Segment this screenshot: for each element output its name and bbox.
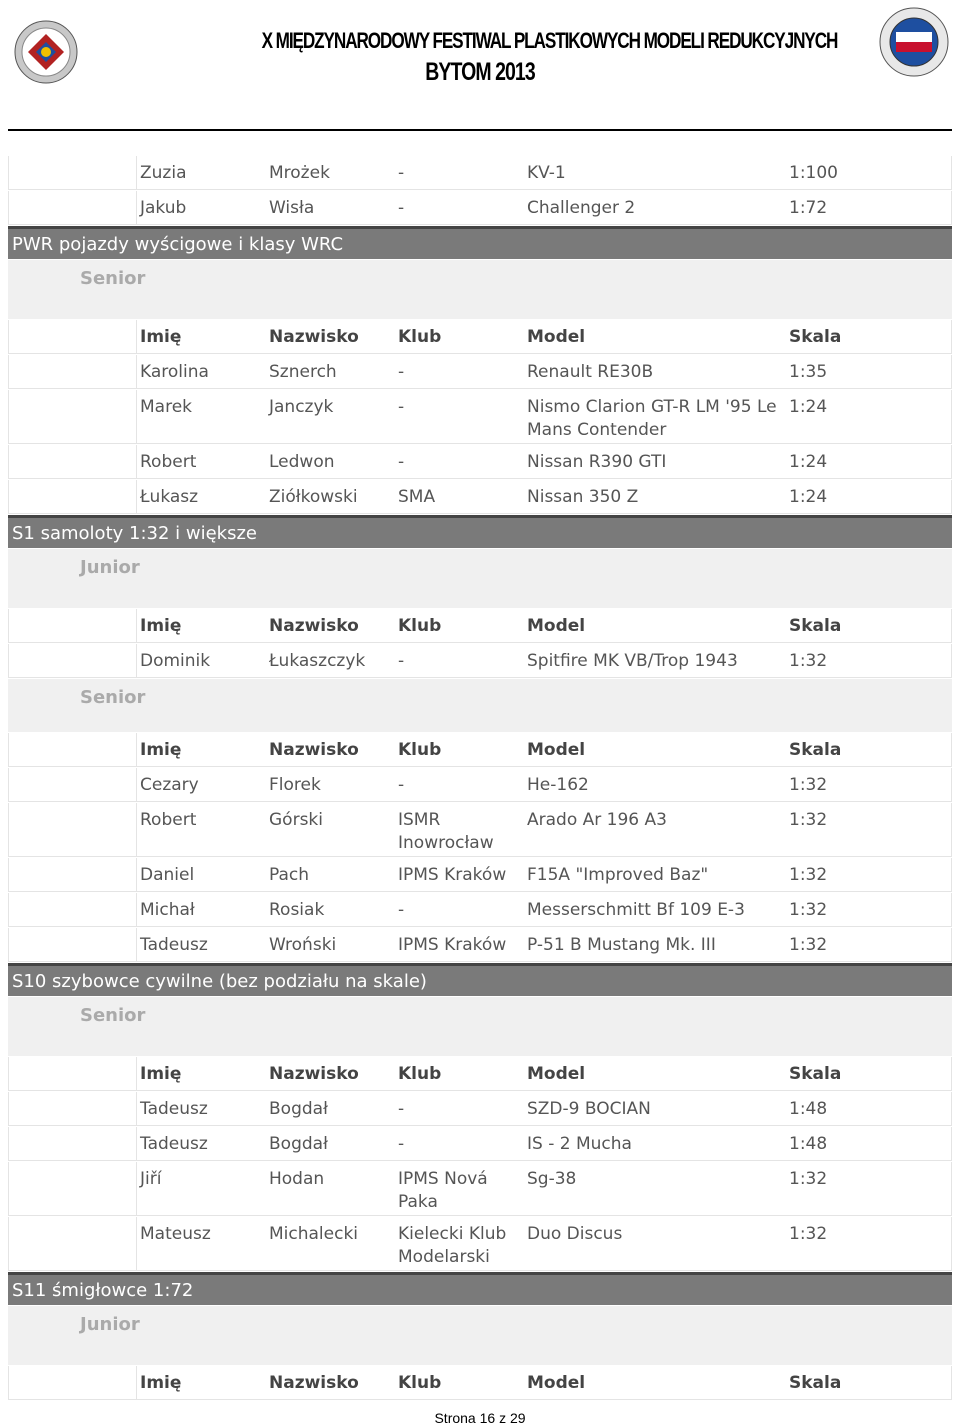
- table-cell: 1:32: [789, 900, 828, 920]
- column-header-row: [8, 609, 952, 644]
- row-indent: [8, 609, 136, 643]
- column-header-row: [8, 1057, 952, 1092]
- category-header: [8, 963, 952, 997]
- age-group-label: Senior: [80, 268, 146, 289]
- column-header: Klub: [398, 616, 442, 636]
- table-cell: IPMS Nová Paka: [398, 1169, 488, 1212]
- row-indent: [8, 191, 136, 225]
- table-cell: Tadeusz: [140, 1134, 208, 1154]
- column-header: Nazwisko: [269, 1373, 359, 1393]
- age-group-label: Junior: [80, 557, 140, 578]
- table-row: [8, 1127, 952, 1162]
- column-header: Model: [527, 616, 586, 636]
- table-row: [8, 858, 952, 893]
- table-cell: -: [398, 362, 405, 382]
- table-cell: Sznerch: [269, 362, 337, 382]
- row-indent: [8, 733, 136, 767]
- table-cell: Messerschmitt Bf 109 E-3: [527, 900, 745, 920]
- age-group-label: Senior: [80, 1005, 146, 1026]
- column-header: Skala: [789, 740, 842, 760]
- category-header: [8, 515, 952, 549]
- table-cell: Łukaszczyk: [269, 651, 366, 671]
- column-header: Model: [527, 1064, 586, 1084]
- category-header: [8, 226, 952, 260]
- row-indent: [8, 1366, 136, 1400]
- column-header: Skala: [789, 1064, 842, 1084]
- table-cell: 1:24: [789, 487, 828, 507]
- table-cell: -: [398, 198, 405, 218]
- table-cell: KV-1: [527, 163, 566, 183]
- festival-title-line2: BYTOM 2013: [425, 58, 535, 86]
- table-row: [8, 445, 952, 480]
- table-cell: Ledwon: [269, 452, 335, 472]
- table-cell: -: [398, 775, 405, 795]
- table-cell: Arado Ar 196 A3: [527, 810, 667, 830]
- category-title: S1 samoloty 1:32 i większe: [12, 523, 257, 544]
- column-header-row: [8, 320, 952, 355]
- table-cell: 1:32: [789, 865, 828, 885]
- table-cell: Nismo Clarion GT-R LM '95 Le Mans Contender: [527, 397, 777, 440]
- column-header: Model: [527, 1373, 586, 1393]
- table-cell: -: [398, 452, 405, 472]
- column-header: Imię: [140, 1064, 182, 1084]
- table-cell: Michał: [140, 900, 195, 920]
- page-number: Strona 16 z 29: [434, 1410, 526, 1426]
- row-indent: [8, 1162, 136, 1216]
- table-cell: 1:24: [789, 397, 828, 417]
- column-header: Klub: [398, 1064, 442, 1084]
- column-header-row: [8, 733, 952, 768]
- row-indent: [8, 1127, 136, 1161]
- column-header: Skala: [789, 327, 842, 347]
- table-cell: Renault RE30B: [527, 362, 654, 382]
- table-cell: SMA: [398, 487, 436, 507]
- table-row: [8, 803, 952, 858]
- row-indent: [8, 390, 136, 444]
- category-title: S10 szybowce cywilne (bez podziału na skale): [12, 971, 427, 992]
- age-group-label: Senior: [80, 687, 146, 708]
- table-cell: Pach: [269, 865, 310, 885]
- column-header: Imię: [140, 327, 182, 347]
- table-row: [8, 893, 952, 928]
- table-row: [8, 1217, 952, 1272]
- table-row: [8, 644, 952, 679]
- column-header-row: [8, 1366, 952, 1401]
- table-cell: 1:35: [789, 362, 828, 382]
- table-cell: 1:48: [789, 1134, 828, 1154]
- row-indent: [8, 156, 136, 190]
- table-row: [8, 390, 952, 445]
- table-cell: Spitfire MK VB/Trop 1943: [527, 651, 738, 671]
- table-cell: Mateusz: [140, 1224, 211, 1244]
- age-group-header: [8, 679, 952, 733]
- row-indent: [8, 445, 136, 479]
- column-header: Imię: [140, 1373, 182, 1393]
- row-indent: [8, 320, 136, 354]
- table-cell: Duo Discus: [527, 1224, 623, 1244]
- table-cell: Tadeusz: [140, 1099, 208, 1119]
- row-indent: [8, 1057, 136, 1091]
- table-cell: -: [398, 1134, 405, 1154]
- table-cell: Zuzia: [140, 163, 187, 183]
- column-header: Skala: [789, 616, 842, 636]
- table-row: [8, 768, 952, 803]
- table-cell: Wisła: [269, 198, 315, 218]
- table-cell: F15A "Improved Baz": [527, 865, 709, 885]
- row-indent: [8, 1092, 136, 1126]
- table-row: [8, 1092, 952, 1127]
- table-cell: IPMS Kraków: [398, 935, 507, 955]
- table-cell: 1:32: [789, 1169, 828, 1189]
- table-cell: Hodan: [269, 1169, 325, 1189]
- table-cell: Ziółkowski: [269, 487, 358, 507]
- table-cell: -: [398, 900, 405, 920]
- table-cell: Robert: [140, 452, 197, 472]
- table-cell: -: [398, 1099, 405, 1119]
- table-cell: Michalecki: [269, 1224, 359, 1244]
- table-row: [8, 1162, 952, 1217]
- category-title: S11 śmigłowce 1:72: [12, 1280, 194, 1301]
- table-cell: 1:32: [789, 1224, 828, 1244]
- table-cell: Daniel: [140, 865, 195, 885]
- column-header: Model: [527, 740, 586, 760]
- table-cell: Bogdał: [269, 1134, 328, 1154]
- table-cell: SZD-9 BOCIAN: [527, 1099, 651, 1119]
- table-cell: Marek: [140, 397, 193, 417]
- table-row: [8, 355, 952, 390]
- table-cell: -: [398, 397, 405, 417]
- table-cell: 1:32: [789, 775, 828, 795]
- row-indent: [8, 480, 136, 514]
- table-cell: Tadeusz: [140, 935, 208, 955]
- table-cell: 1:48: [789, 1099, 828, 1119]
- category-header: [8, 1272, 952, 1306]
- table-row: [8, 191, 952, 226]
- category-title: PWR pojazdy wyścigowe i klasy WRC: [12, 234, 344, 255]
- column-header: Imię: [140, 740, 182, 760]
- column-header: Klub: [398, 1373, 442, 1393]
- table-cell: Nissan 350 Z: [527, 487, 639, 507]
- table-cell: Górski: [269, 810, 323, 830]
- table-cell: Challenger 2: [527, 198, 636, 218]
- age-group-header: [8, 997, 952, 1057]
- table-cell: Jakub: [140, 198, 187, 218]
- column-header: Klub: [398, 327, 442, 347]
- row-indent: [8, 858, 136, 892]
- table-cell: Janczyk: [269, 397, 334, 417]
- table-cell: Kielecki Klub Modelarski: [398, 1224, 507, 1267]
- table-cell: Wroński: [269, 935, 337, 955]
- table-cell: Bogdał: [269, 1099, 328, 1119]
- results-table: [8, 156, 952, 1401]
- table-cell: 1:32: [789, 651, 828, 671]
- column-header: Model: [527, 327, 586, 347]
- table-cell: Nissan R390 GTI: [527, 452, 667, 472]
- row-indent: [8, 1217, 136, 1271]
- table-cell: ISMR Inowrocław: [398, 810, 494, 853]
- column-header: Skala: [789, 1373, 842, 1393]
- row-indent: [8, 893, 136, 927]
- age-group-header: [8, 260, 952, 320]
- table-cell: 1:32: [789, 935, 828, 955]
- ipms-logo-right: [878, 6, 950, 78]
- table-cell: Cezary: [140, 775, 199, 795]
- table-row: [8, 480, 952, 515]
- row-indent: [8, 928, 136, 962]
- column-header: Klub: [398, 740, 442, 760]
- table-row: [8, 928, 952, 963]
- table-cell: Dominik: [140, 651, 211, 671]
- column-header: Nazwisko: [269, 327, 359, 347]
- age-group-header: [8, 549, 952, 609]
- column-header: Nazwisko: [269, 1064, 359, 1084]
- festival-title-line1: X MIĘDZYNARODOWY FESTIWAL PLASTIKOWYCH MODELI REDUKCYJNYCH: [261, 28, 838, 53]
- table-cell: Mrożek: [269, 163, 330, 183]
- table-cell: Łukasz: [140, 487, 199, 507]
- table-cell: 1:72: [789, 198, 828, 218]
- festival-logo-left: [14, 20, 78, 84]
- table-cell: 1:24: [789, 452, 828, 472]
- table-cell: He-162: [527, 775, 589, 795]
- table-cell: P-51 B Mustang Mk. III: [527, 935, 716, 955]
- table-cell: Florek: [269, 775, 321, 795]
- table-cell: Rosiak: [269, 900, 325, 920]
- table-cell: Sg-38: [527, 1169, 577, 1189]
- age-group-label: Junior: [80, 1314, 140, 1335]
- table-cell: Robert: [140, 810, 197, 830]
- page-header: [0, 0, 960, 132]
- page-footer: [0, 1410, 960, 1426]
- column-header: Nazwisko: [269, 616, 359, 636]
- age-group-header: [8, 1306, 952, 1366]
- table-cell: 1:32: [789, 810, 828, 830]
- festival-title: [200, 28, 838, 87]
- table-cell: 1:100: [789, 163, 838, 183]
- table-cell: -: [398, 651, 405, 671]
- table-cell: Jiří: [140, 1169, 162, 1189]
- table-row: [8, 156, 952, 191]
- row-indent: [8, 768, 136, 802]
- column-header: Imię: [140, 616, 182, 636]
- row-indent: [8, 803, 136, 857]
- row-indent: [8, 355, 136, 389]
- header-divider: [8, 129, 952, 131]
- table-cell: Karolina: [140, 362, 209, 382]
- table-cell: IPMS Kraków: [398, 865, 507, 885]
- table-cell: IS - 2 Mucha: [527, 1134, 632, 1154]
- table-cell: -: [398, 163, 405, 183]
- column-header: Nazwisko: [269, 740, 359, 760]
- row-indent: [8, 644, 136, 678]
